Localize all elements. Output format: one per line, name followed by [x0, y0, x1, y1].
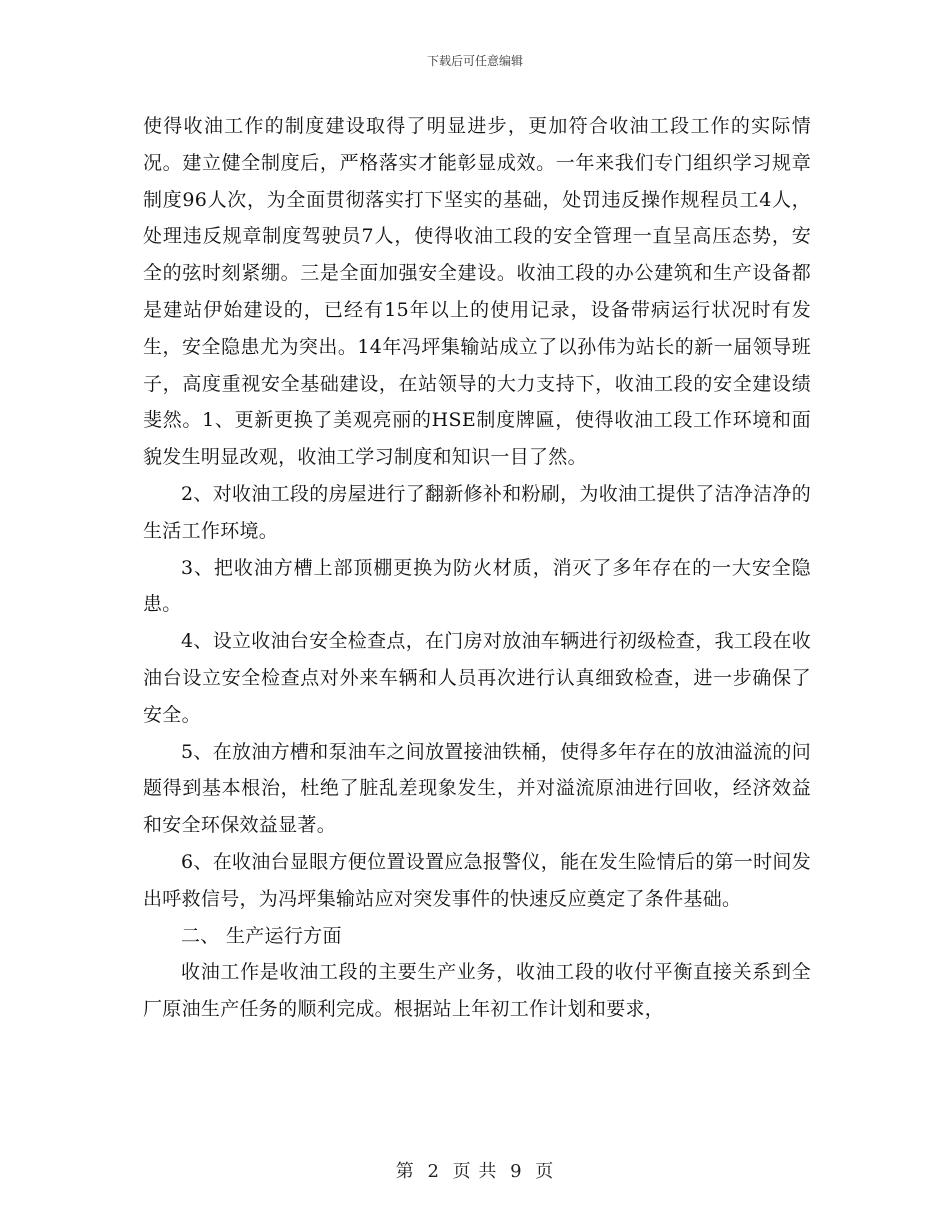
paragraph-4: 4、设立收油台安全检查点，在门房对放油车辆进行初级检查，我工段在收油台设立安全检查点对外来车辆和人员再次进行认真细致检查，进一步确保了安全。 [143, 630, 811, 726]
page-label-mid: 页 共 [452, 1161, 498, 1182]
paragraph-7: 收油工作是收油工段的主要生产业务，收油工段的收付平衡直接关系到全厂原油生产任务的顺利完成。根据站上年初工作计划和要求， [143, 961, 811, 1021]
paragraph-3: 3、把收油方槽上部顶棚更换为防火材质，消灭了多年存在的一大安全隐患。 [143, 556, 811, 616]
paragraph-1: 使得收油工作的制度建设取得了明显进步，更加符合收油工段工作的实际情况。建立健全制度后，严格落实才能彰显成效。一年来我们专门组织学习规章制度96人次，为全面贯彻落实打下坚实的基础，处罚违反操作规程员工4人，处理违反规章制度驾驶员7人，使得收油工段的安全管理一直呈高压态势，安全的弦时刻紧绷。三是全面加强安全建设。收油工段的办公建筑和生产设备都是建站伊始建设的，已经有15年以上的使用记录，设备带病运行状况时有发生，安全隐患尤为突出。14年冯坪集输站成立了以孙伟为站长的新一届领导班子，高度重视安全基础建设，在站领导的大力支持下，收油工段的安全建设绩斐然。1、更新更换了美观亮丽的HSE制度牌匾，使得收油工段工作环境和面貌发生明显改观，收油工学习制度和知识一目了然。 [143, 115, 811, 469]
section-heading: 二、 生产运行方面 [181, 924, 342, 947]
paragraph-2: 2、对收油工段的房屋进行了翻新修补和粉刷，为收油工提供了洁净洁净的生活工作环境。 [143, 482, 811, 542]
page-header: 下载后可任意编辑 [426, 54, 523, 68]
page-label-suffix: 页 [535, 1161, 555, 1182]
total-page-number: 9 [510, 1161, 523, 1182]
page-label-prefix: 第 [395, 1161, 415, 1182]
document-body [143, 108, 811, 1028]
paragraph-6: 6、在收油台显眼方便位置设置应急报警仪，能在发生险情后的第一时间发出呼救信号，为冯坪集输站应对突发事件的快速反应奠定了条件基础。 [143, 850, 811, 910]
page-footer [0, 1157, 950, 1183]
current-page-number: 2 [427, 1161, 440, 1182]
paragraph-5: 5、在放油方槽和泵油车之间放置接油铁桶，使得多年存在的放油溢流的问题得到基本根治，杜绝了脏乱差现象发生，并对溢流原油进行回收，经济效益和安全环保效益显著。 [143, 740, 811, 837]
